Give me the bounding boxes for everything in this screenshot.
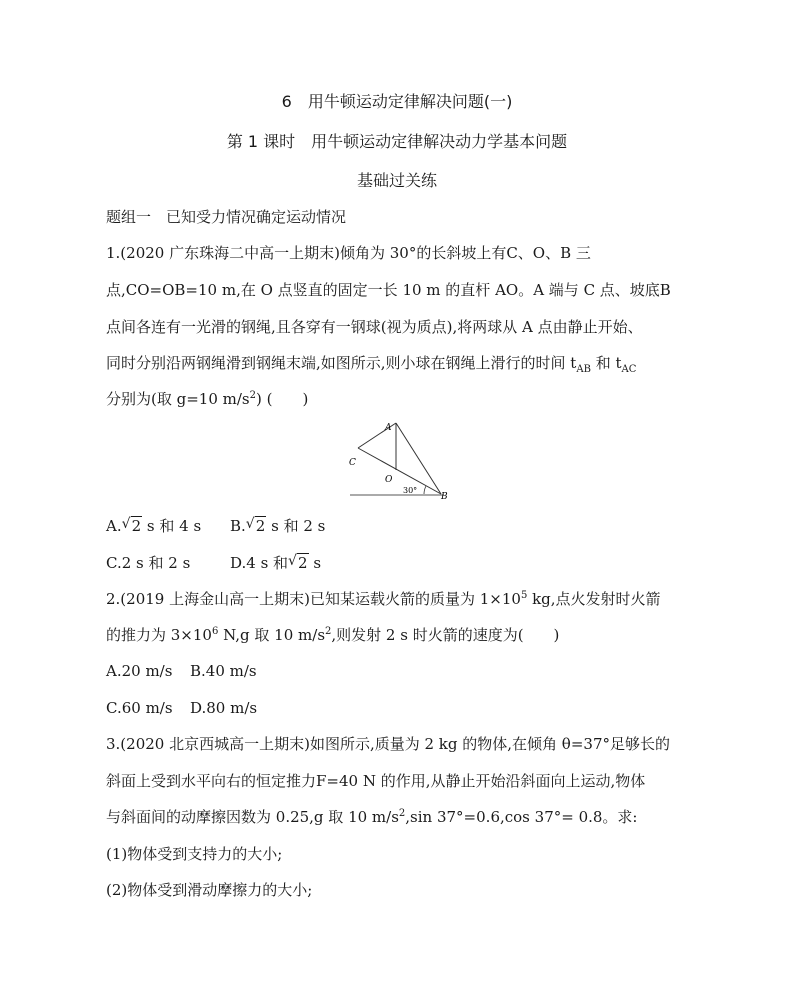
q1-option-a-prefix: A. xyxy=(106,517,122,535)
q3-line-2: 斜面上受到水平向右的恒定推力F=40 N 的作用,从静止开始沿斜面向上运动,物体 xyxy=(106,772,646,790)
q1-line-2: 点,CO=OB=10 m,在 O 点竖直的固定一长 10 m 的直杆 AO。A 端与 C 点、坡底B xyxy=(106,281,671,299)
sqrt-symbol: √ 2 xyxy=(245,516,266,535)
q3-part-2: (2)物体受到滑动摩擦力的大小; xyxy=(106,881,313,899)
group-heading: 题组一 已知受力情况确定运动情况 xyxy=(106,208,347,226)
q1-option-a xyxy=(106,516,230,536)
label-c: C xyxy=(349,458,356,468)
q2-options-row-2 xyxy=(106,698,257,718)
label-o: O xyxy=(385,475,393,485)
q3-line-3 xyxy=(106,807,637,827)
q1-option-d-radicand: 2 xyxy=(298,554,308,572)
q1-slope-figure xyxy=(340,418,460,500)
q2-line-1-end: kg,点火发射时火箭 xyxy=(527,590,661,608)
q1-option-d-prefix: D.4 s 和 xyxy=(230,554,289,572)
chapter-title: 6 用牛顿运动定律解决问题(一) xyxy=(281,92,513,111)
q2-option-b: B.40 m/s xyxy=(190,662,257,680)
q1-line-1: 1.(2020 广东珠海二中高一上期末)倾角为 30°的长斜坡上有C、O、B 三 xyxy=(106,244,591,262)
q3-line-3-end: ,sin 37°=0.6,cos 37°= 0.8。求: xyxy=(405,808,638,826)
q2-line-2-mid: N,g 取 10 m/s xyxy=(218,626,326,644)
sqrt-symbol: √ 2 xyxy=(288,553,308,572)
q2-line-1-text: 2.(2019 上海金山高一上期末)已知某运载火箭的质量为 1×10 xyxy=(106,590,521,608)
q2-options-row-1 xyxy=(106,661,257,681)
q2-line-1 xyxy=(106,589,661,609)
q1-option-b-suffix: s 和 2 s xyxy=(266,517,326,535)
q3-line-3-text: 与斜面间的动摩擦因数为 0.25,g 取 10 m/s xyxy=(106,808,399,826)
q1-line-5-end: ) ( ) xyxy=(256,390,309,408)
q2-sup-2: 2 xyxy=(325,626,332,637)
q1-option-b-prefix: B. xyxy=(230,517,246,535)
angle-label: 30° xyxy=(403,486,418,495)
q2-line-2-end: ,则发射 2 s 时火箭的速度为( ) xyxy=(331,626,560,644)
lesson-subtitle: 第 1 课时 用牛顿运动定律解决动力学基本问题 xyxy=(226,132,568,151)
q2-sup-5: 5 xyxy=(520,590,528,601)
section-heading: 基础过关练 xyxy=(356,171,437,190)
q1-option-b xyxy=(230,516,325,536)
label-b: B xyxy=(441,492,448,500)
q3-part-1: (1)物体受到支持力的大小; xyxy=(106,845,283,863)
q2-option-c: C.60 m/s xyxy=(106,699,173,717)
q2-sup-6: 6 xyxy=(211,626,219,637)
q1-line-4-text: 同时分别沿两钢绳滑到钢绳末端,如图所示,则小球在钢绳上滑行的时间 t xyxy=(106,354,577,372)
q1-option-c: C.2 s 和 2 s xyxy=(106,554,191,572)
q1-option-d-suffix: s xyxy=(308,554,322,572)
label-a: A xyxy=(385,423,392,433)
q1-line-3: 点间各连有一光滑的钢绳,且各穿有一钢球(视为质点),将两球从 A 点由静止开始、 xyxy=(106,318,643,336)
q1-sub-ab: AB xyxy=(576,364,591,375)
q3-line-1: 3.(2020 北京西城高一上期末)如图所示,质量为 2 kg 的物体,在倾角 θ=37°足够长的 xyxy=(106,735,670,753)
q1-line-5 xyxy=(106,389,308,409)
q1-line-4 xyxy=(106,353,636,373)
q1-line-4-mid: 和 t xyxy=(590,354,622,372)
q2-line-2-text: 的推力为 3×10 xyxy=(106,626,212,644)
q2-option-a: A.20 m/s xyxy=(106,662,173,680)
q2-option-d: D.80 m/s xyxy=(190,699,258,717)
q1-line-5-text: 分别为(取 g=10 m/s xyxy=(106,390,250,408)
q2-line-2 xyxy=(106,625,559,645)
q1-option-b-radicand: 2 xyxy=(255,517,266,535)
q1-options-row-2 xyxy=(106,553,321,573)
q3-sup-2: 2 xyxy=(398,808,406,819)
q1-sup-2: 2 xyxy=(249,390,256,401)
q1-option-d xyxy=(230,553,321,573)
q1-options-row-1 xyxy=(106,516,325,536)
q1-option-a-radicand: 2 xyxy=(131,517,142,535)
q1-option-a-suffix: s 和 4 s xyxy=(142,517,202,535)
sqrt-symbol: √ 2 xyxy=(121,516,142,535)
q1-sub-ac: AC xyxy=(621,364,637,375)
